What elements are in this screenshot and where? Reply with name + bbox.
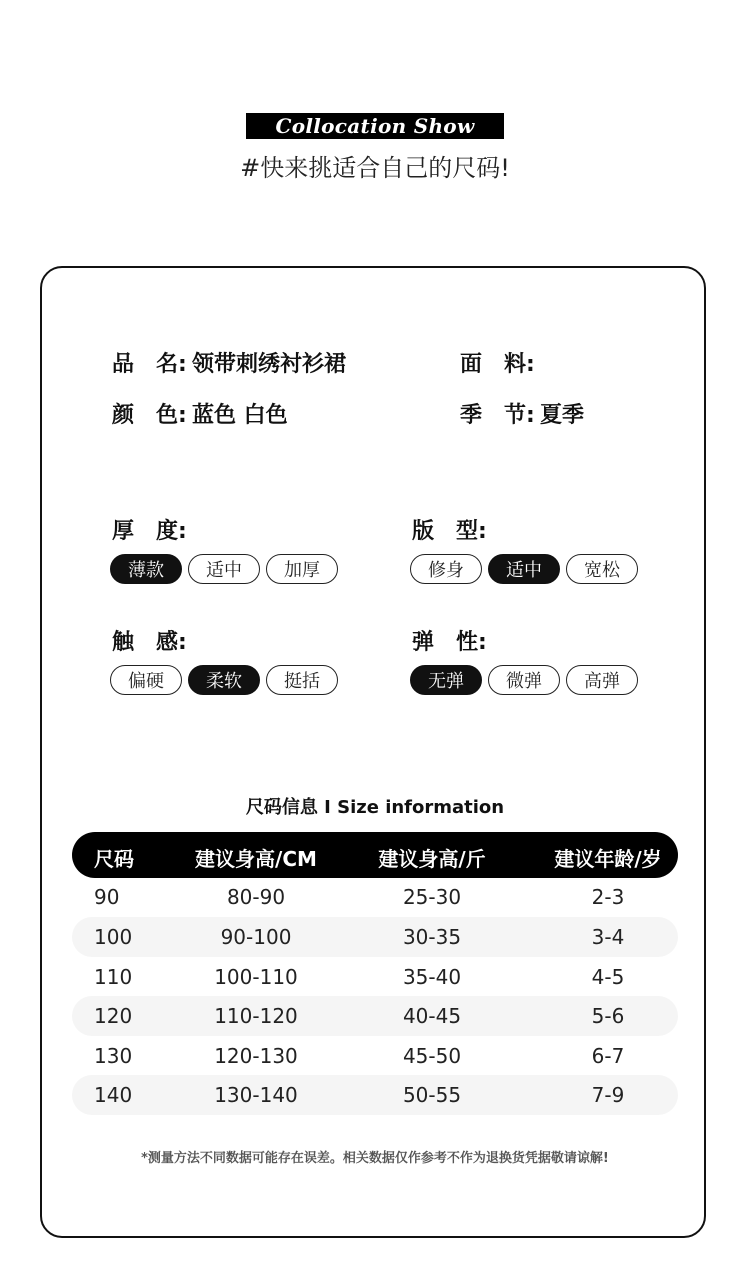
table-cell-text: 6-7	[591, 1044, 625, 1068]
fit-option: 适中	[488, 554, 560, 584]
table-row	[72, 1036, 678, 1076]
thickness-option: 加厚	[266, 554, 338, 584]
table-cell-text: 5-6	[591, 1004, 625, 1028]
table-row	[72, 996, 678, 1036]
table-cell-text: 35-40	[402, 965, 462, 989]
feel-option: 偏硬	[110, 665, 182, 695]
product-name-value: 领带刺绣衬衫裙	[192, 352, 347, 377]
product-color-value: 蓝色 白色	[192, 403, 288, 428]
table-cell: 140	[94, 1083, 133, 1107]
fit-option: 修身	[410, 554, 482, 584]
table-cell-text: 45-50	[402, 1044, 462, 1068]
fit-options	[410, 554, 638, 584]
table-cell: 100	[94, 925, 133, 949]
table-cell-text: 2-3	[591, 885, 625, 909]
thickness-option: 适中	[188, 554, 260, 584]
fit-title: 版 型:	[412, 519, 487, 544]
header-cell-age-text: 建议年龄/岁	[554, 847, 662, 871]
elasticity-option: 微弹	[488, 665, 560, 695]
elasticity-option: 高弹	[566, 665, 638, 695]
table-cell-text: 80-90	[226, 885, 286, 909]
table-cell-text: 3-4	[591, 925, 625, 949]
product-color	[112, 398, 288, 429]
table-cell: 110	[94, 965, 133, 989]
table-cell-text: 50-55	[402, 1083, 462, 1107]
table-row	[72, 957, 678, 997]
table-cell: 90	[94, 885, 120, 909]
table-cell: 120	[94, 1004, 133, 1028]
table-cell-text: 120-130	[214, 1044, 298, 1068]
product-name	[112, 347, 346, 378]
product-color-label: 颜 色:	[112, 403, 187, 428]
table-cell-text: 7-9	[591, 1083, 625, 1107]
table-row	[72, 917, 678, 957]
table-cell-text: 40-45	[402, 1004, 462, 1028]
elasticity-title: 弹 性:	[412, 630, 487, 655]
header-cell-height-cm-text: 建议身高/CM	[195, 847, 317, 871]
product-season-value: 夏季	[540, 403, 585, 428]
fit-option: 宽松	[566, 554, 638, 584]
thickness-options	[110, 554, 338, 584]
product-fabric	[460, 347, 540, 378]
table-row	[72, 877, 678, 917]
header-cell-size: 尺码	[94, 847, 134, 871]
product-season-label: 季 节:	[460, 403, 535, 428]
size-table-header	[72, 832, 678, 878]
table-cell-text: 90-100	[220, 925, 292, 949]
product-season	[460, 398, 584, 429]
table-cell-text: 25-30	[402, 885, 462, 909]
table-cell: 130	[94, 1044, 133, 1068]
table-cell-text: 4-5	[591, 965, 625, 989]
thickness-title: 厚 度:	[112, 519, 187, 544]
table-row	[72, 1075, 678, 1115]
collocation-show-banner: Collocation Show	[246, 113, 504, 139]
feel-options	[110, 665, 338, 695]
table-cell-text: 100-110	[214, 965, 298, 989]
disclaimer-note: *测量方法不同数据可能存在误差。相关数据仅作参考不作为退换货凭据敬请谅解!	[141, 1151, 609, 1166]
thickness-option: 薄款	[110, 554, 182, 584]
table-cell-text: 110-120	[214, 1004, 298, 1028]
table-cell-text: 30-35	[402, 925, 462, 949]
size-table-title: 尺码信息 I Size information	[245, 797, 505, 818]
feel-title: 触 感:	[112, 630, 187, 655]
table-cell-text: 130-140	[214, 1083, 298, 1107]
elasticity-option: 无弹	[410, 665, 482, 695]
feel-option: 挺括	[266, 665, 338, 695]
product-name-label: 品 名:	[112, 352, 187, 377]
page-subtitle: #快来挑适合自己的尺码!	[240, 154, 510, 182]
product-fabric-label: 面 料:	[460, 352, 535, 377]
feel-option: 柔软	[188, 665, 260, 695]
elasticity-options	[410, 665, 638, 695]
header-cell-height-jin-text: 建议身高/斤	[378, 847, 486, 871]
